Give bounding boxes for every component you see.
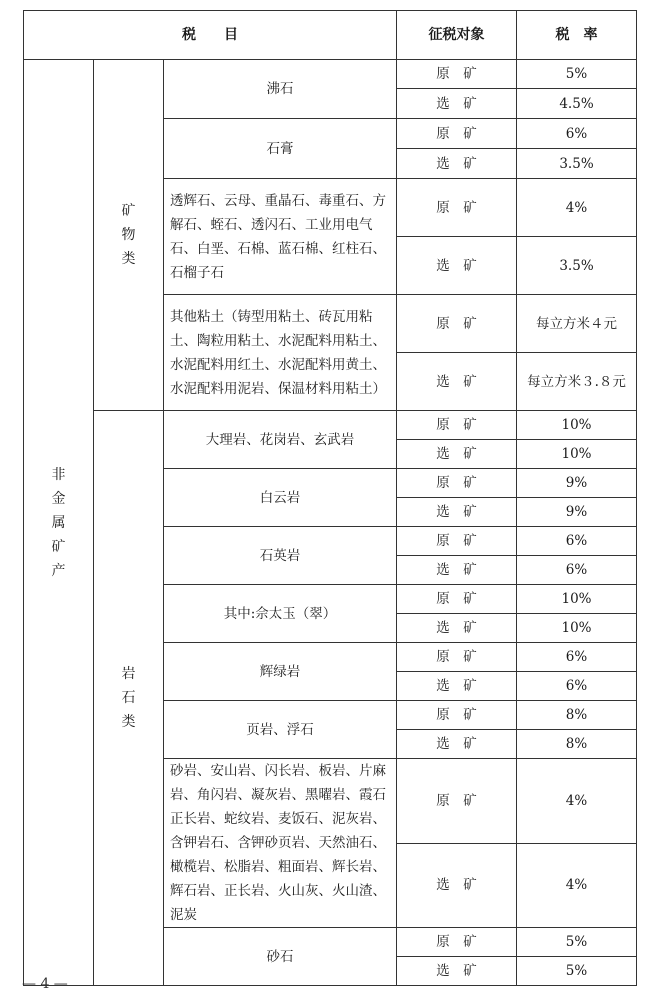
tax-object: 选 矿 [397,957,517,986]
tax-object: 原 矿 [397,469,517,498]
tax-object: 选 矿 [397,89,517,119]
tax-rate: 4% [517,179,637,237]
category-label: 非金属矿产 [51,466,66,579]
tax-rate: 6% [517,556,637,585]
tax-object: 原 矿 [397,60,517,89]
tax-object: 原 矿 [397,759,517,844]
tax-object: 原 矿 [397,527,517,556]
tax-object: 原 矿 [397,585,517,614]
table-header-row [24,11,637,60]
tax-object: 原 矿 [397,295,517,353]
tax-rate: 8% [517,701,637,730]
tax-rate: 10% [517,411,637,440]
item-name: 石英岩 [164,527,397,585]
tax-rate: 10% [517,614,637,643]
table-body [24,60,637,986]
group-label: 矿物类 [121,203,136,267]
category-cell [24,60,94,986]
tax-object: 选 矿 [397,440,517,469]
tax-rate: 5% [517,957,637,986]
tax-object: 原 矿 [397,928,517,957]
tax-object: 原 矿 [397,179,517,237]
group-label: 岩石类 [121,666,136,730]
tax-rate: 8% [517,730,637,759]
tax-rate: 4% [517,759,637,844]
tax-object: 原 矿 [397,701,517,730]
header-rate: 税 率 [517,11,637,60]
tax-rate: 6% [517,119,637,149]
tax-rate: 4.5% [517,89,637,119]
item-name: 透辉石、云母、重晶石、毒重石、方解石、蛭石、透闪石、工业用电气石、白垩、石棉、蓝石棉、红柱石、石榴子石 [164,179,397,295]
tax-object: 选 矿 [397,353,517,411]
tax-rate: 10% [517,585,637,614]
tax-object: 选 矿 [397,614,517,643]
tax-table [23,10,637,986]
tax-rate: 5% [517,60,637,89]
tax-rate: 4% [517,843,637,928]
tax-rate: 5% [517,928,637,957]
tax-rate: 每立方米４元 [517,295,637,353]
tax-rate: 3.5% [517,237,637,295]
tax-rate: 每立方米３.８元 [517,353,637,411]
tax-rate: 3.5% [517,149,637,179]
tax-object: 选 矿 [397,149,517,179]
item-name: 辉绿岩 [164,643,397,701]
tax-object: 原 矿 [397,119,517,149]
group-cell [94,411,164,986]
tax-object: 选 矿 [397,843,517,928]
item-name: 页岩、浮石 [164,701,397,759]
tax-object: 选 矿 [397,237,517,295]
item-name: 砂岩、安山岩、闪长岩、板岩、片麻岩、角闪岩、凝灰岩、黑曜岩、霞石正长岩、蛇纹岩、麦饭石、泥灰岩、含钾岩石、含钾砂页岩、天然油石、橄榄岩、松脂岩、粗面岩、辉长岩、辉石岩、正长岩、火山灰、火山渣、泥炭 [164,759,397,928]
group-cell [94,60,164,411]
item-name: 砂石 [164,928,397,986]
tax-rate: 6% [517,527,637,556]
table-row [24,411,637,440]
header-item: 税 目 [24,11,397,60]
tax-rate: 10% [517,440,637,469]
tax-rate: 6% [517,672,637,701]
tax-object: 选 矿 [397,730,517,759]
header-object: 征税对象 [397,11,517,60]
tax-object: 选 矿 [397,672,517,701]
tax-object: 选 矿 [397,498,517,527]
item-name: 沸石 [164,60,397,119]
item-name: 其中:佘太玉（翠） [164,585,397,643]
tax-rate: 9% [517,498,637,527]
item-name: 白云岩 [164,469,397,527]
tax-object: 选 矿 [397,556,517,585]
page-number: — 4 — [22,976,68,992]
tax-object: 原 矿 [397,643,517,672]
tax-rate: 9% [517,469,637,498]
table-row [24,60,637,89]
item-name: 其他粘土（铸型用粘土、砖瓦用粘土、陶粒用粘土、水泥配料用粘土、水泥配料用红土、水泥配料用黄土、水泥配料用泥岩、保温材料用粘土） [164,295,397,411]
tax-rate: 6% [517,643,637,672]
item-name: 大理岩、花岗岩、玄武岩 [164,411,397,469]
item-name: 石膏 [164,119,397,179]
tax-object: 原 矿 [397,411,517,440]
